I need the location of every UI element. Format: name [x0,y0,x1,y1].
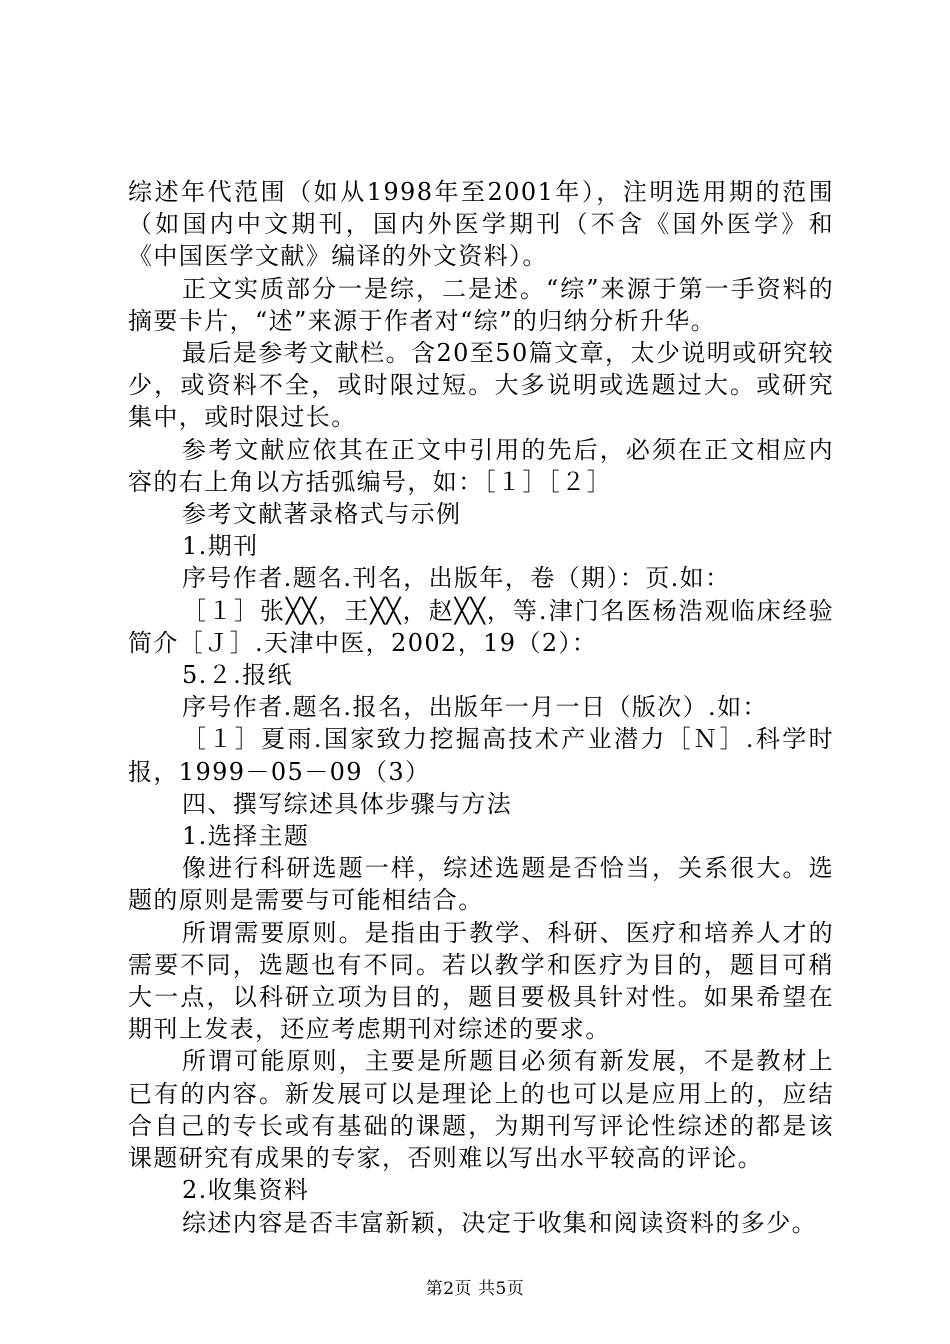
paragraph-references-section: 最后是参考文献栏。含20至50篇文章，太少说明或研究较少，或资料不全，或时限过短。大多说明或选题过大。或研究集中，或时限过长。 [128,339,834,432]
heading-journal: 1.期刊 [182,532,259,561]
document-body [128,176,834,1239]
paragraph-journal-format: 序号作者.题名.刊名，出版年，卷（期）：页.如： [182,564,731,593]
paragraph-newspaper-example: ［１］夏雨.国家致力挖掘高技术产业潜力［Ｎ］.科学时报，1999－05－09（3） [128,725,834,786]
page-number-footer: 第2页 共5页 [425,1279,525,1299]
paragraph-collect-materials: 综述内容是否丰富新颖，决定于收集和阅读资料的多少。 [182,1208,817,1237]
paragraph-newspaper-format: 序号作者.题名.报名，出版年一月一日（版次）.如： [182,693,768,722]
paragraph-journal-example: ［１］张╳╳，王╳╳，赵╳╳，等.津门名医杨浩观临床经验简介［Ｊ］.天津中医，2002，19（2）： [128,596,834,657]
heading-newspaper: 5.２.报纸 [182,661,293,690]
heading-reference-format: 参考文献著录格式与示例 [182,500,462,529]
heading-writing-steps: 四、撰写综述具体步骤与方法 [182,789,513,818]
paragraph-main-body: 正文实质部分一是综，二是述。“综”来源于第一手资料的摘要卡片，“述”来源于作者对“综”的归纳分析升华。 [128,274,834,335]
paragraph-possibility-principle: 所谓可能原则，主要是所题目必须有新发展，不是教材上已有的内容。新发展可以是理论上的也可以是应用上的，应结合自己的专长或有基础的课题，为期刊写评论性综述的都是该课题研究有成果的专家，否则难以写出水平较高的评论。 [128,1047,834,1173]
paragraph-topic-selection: 像进行科研选题一样，综述选题是否恰当，关系很大。选题的原则是需要与可能相结合。 [128,854,834,915]
paragraph-date-range: 综述年代范围（如从1998年至2001年），注明选用期的范围（如国内中文期刊，国内外医学期刊（不含《国外医学》和《中国医学文献》编译的外文资料）。 [128,178,834,271]
paragraph-citation-order: 参考文献应依其在正文中引用的先后，必须在正文相应内容的右上角以方括弧编号，如：［１］［２］ [128,435,834,496]
heading-select-topic: 1.选择主题 [182,822,310,851]
paragraph-need-principle: 所谓需要原则。是指由于教学、科研、医疗和培养人才的需要不同，选题也有不同。若以教学和医疗为目的，题目可稍大一点，以科研立项为目的，题目要极具针对性。如果希望在期刊上发表，还应考虑期刊对综述的要求。 [128,918,834,1044]
heading-collect-materials: 2.收集资料 [182,1176,310,1205]
